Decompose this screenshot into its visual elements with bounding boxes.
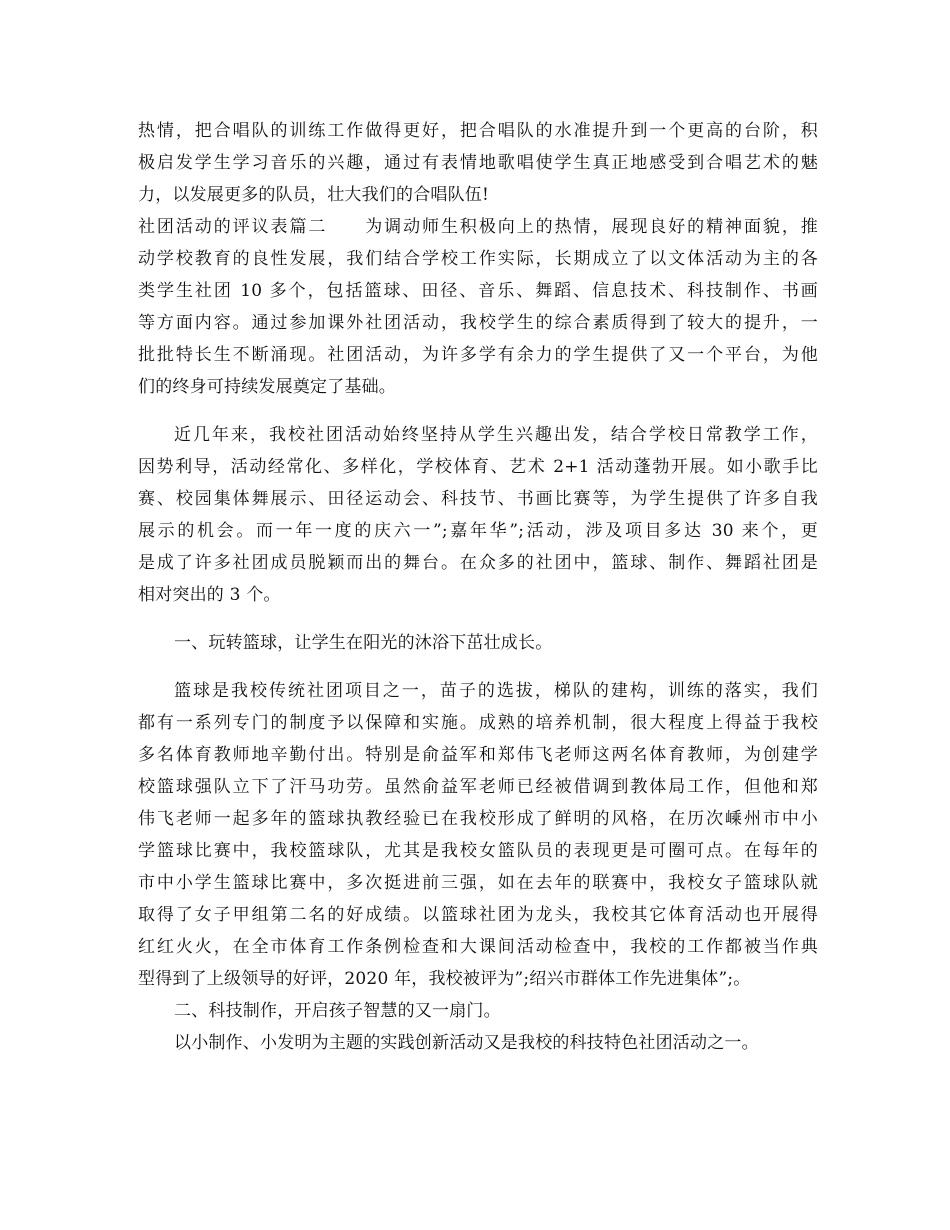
text-line: 展示的机会。而一年一度的庆六一”;嘉年华”;活动，涉及项目多达 30 来个，更 [138, 521, 818, 541]
text-line: 因势利导，活动经常化、多样化，学校体育、艺术 2+1 活动蓬勃开展。如小歌手比 [138, 457, 818, 477]
text-line: 力，以发展更多的队员，壮大我们的合唱队伍! [138, 185, 490, 205]
text-line: 伟飞老师一起多年的篮球执教经验已在我校形成了鲜明的风格，在历次嵊州市中小 [138, 809, 818, 829]
subheading-basketball: 一、玩转篮球，让学生在阳光的沐浴下茁壮成长。 [174, 633, 553, 653]
text-line: 近几年来，我校社团活动始终坚持从学生兴趣出发，结合学校日常教学工作， [174, 425, 818, 445]
text-line: 取得了女子甲组第二名的好成绩。以篮球社团为龙头，我校其它体育活动也开展得 [138, 905, 818, 925]
text-line: 是成了许多社团成员脱颖而出的舞台。在众多的社团中，篮球、制作、舞蹈社团是 [138, 553, 818, 573]
text-line: 学篮球比赛中，我校篮球队，尤其是我校女篮队员的表现更是可圈可点。在每年的 [138, 841, 818, 861]
text-line: 极启发学生学习音乐的兴趣，通过有表情地歌唱使学生真正地感受到合唱艺术的魅 [138, 153, 818, 173]
section-heading-line: 社团活动的评议表篇二 为调动师生积极向上的热情，展现良好的精神面貌，推 [138, 217, 818, 237]
text-line: 篮球是我校传统社团项目之一，苗子的选拔，梯队的建构，训练的落实，我们 [174, 681, 818, 701]
text-line: 型得到了上级领导的好评，2020 年，我校被评为”;绍兴市群体工作先进集体”;。 [138, 969, 751, 989]
text-line: 市中小学生篮球比赛中，多次挺进前三强，如在去年的联赛中，我校女子篮球队就 [138, 873, 818, 893]
text-line: 们的终身可持续发展奠定了基础。 [138, 377, 396, 397]
text-line: 赛、校园集体舞展示、田径运动会、科技节、书画比赛等，为学生提供了许多自我 [138, 489, 818, 509]
text-line: 动学校教育的良性发展，我们结合学校工作实际，长期成立了以文体活动为主的各 [138, 249, 818, 269]
subheading-science: 二、科技制作，开启孩子智慧的又一扇门。 [174, 1001, 501, 1021]
text-line: 以小制作、小发明为主题的实践创新活动又是我校的科技特色社团活动之一。 [174, 1033, 759, 1053]
text-line: 校篮球强队立下了汗马功劳。虽然俞益军老师已经被借调到教体局工作，但他和郑 [138, 777, 818, 797]
text-line: 相对突出的 3 个。 [138, 585, 281, 605]
text-line: 多名体育教师地辛勤付出。特别是俞益军和郑伟飞老师这两名体育教师，为创建学 [138, 745, 818, 765]
text-line: 红红火火，在全市体育工作条例检查和大课间活动检查中，我校的工作都被当作典 [138, 937, 818, 957]
text-line: 等方面内容。通过参加课外社团活动，我校学生的综合素质得到了较大的提升，一 [138, 313, 818, 333]
text-line: 类学生社团 10 多个，包括篮球、田径、音乐、舞蹈、信息技术、科技制作、书画 [138, 281, 818, 301]
text-line: 都有一系列专门的制度予以保障和实施。成熟的培养机制，很大程度上得益于我校 [138, 713, 818, 733]
text-line: 热情，把合唱队的训练工作做得更好，把合唱队的水准提升到一个更高的台阶，积 [138, 121, 818, 141]
text-line: 批批特长生不断涌现。社团活动，为许多学有余力的学生提供了又一个平台，为他 [138, 345, 818, 365]
